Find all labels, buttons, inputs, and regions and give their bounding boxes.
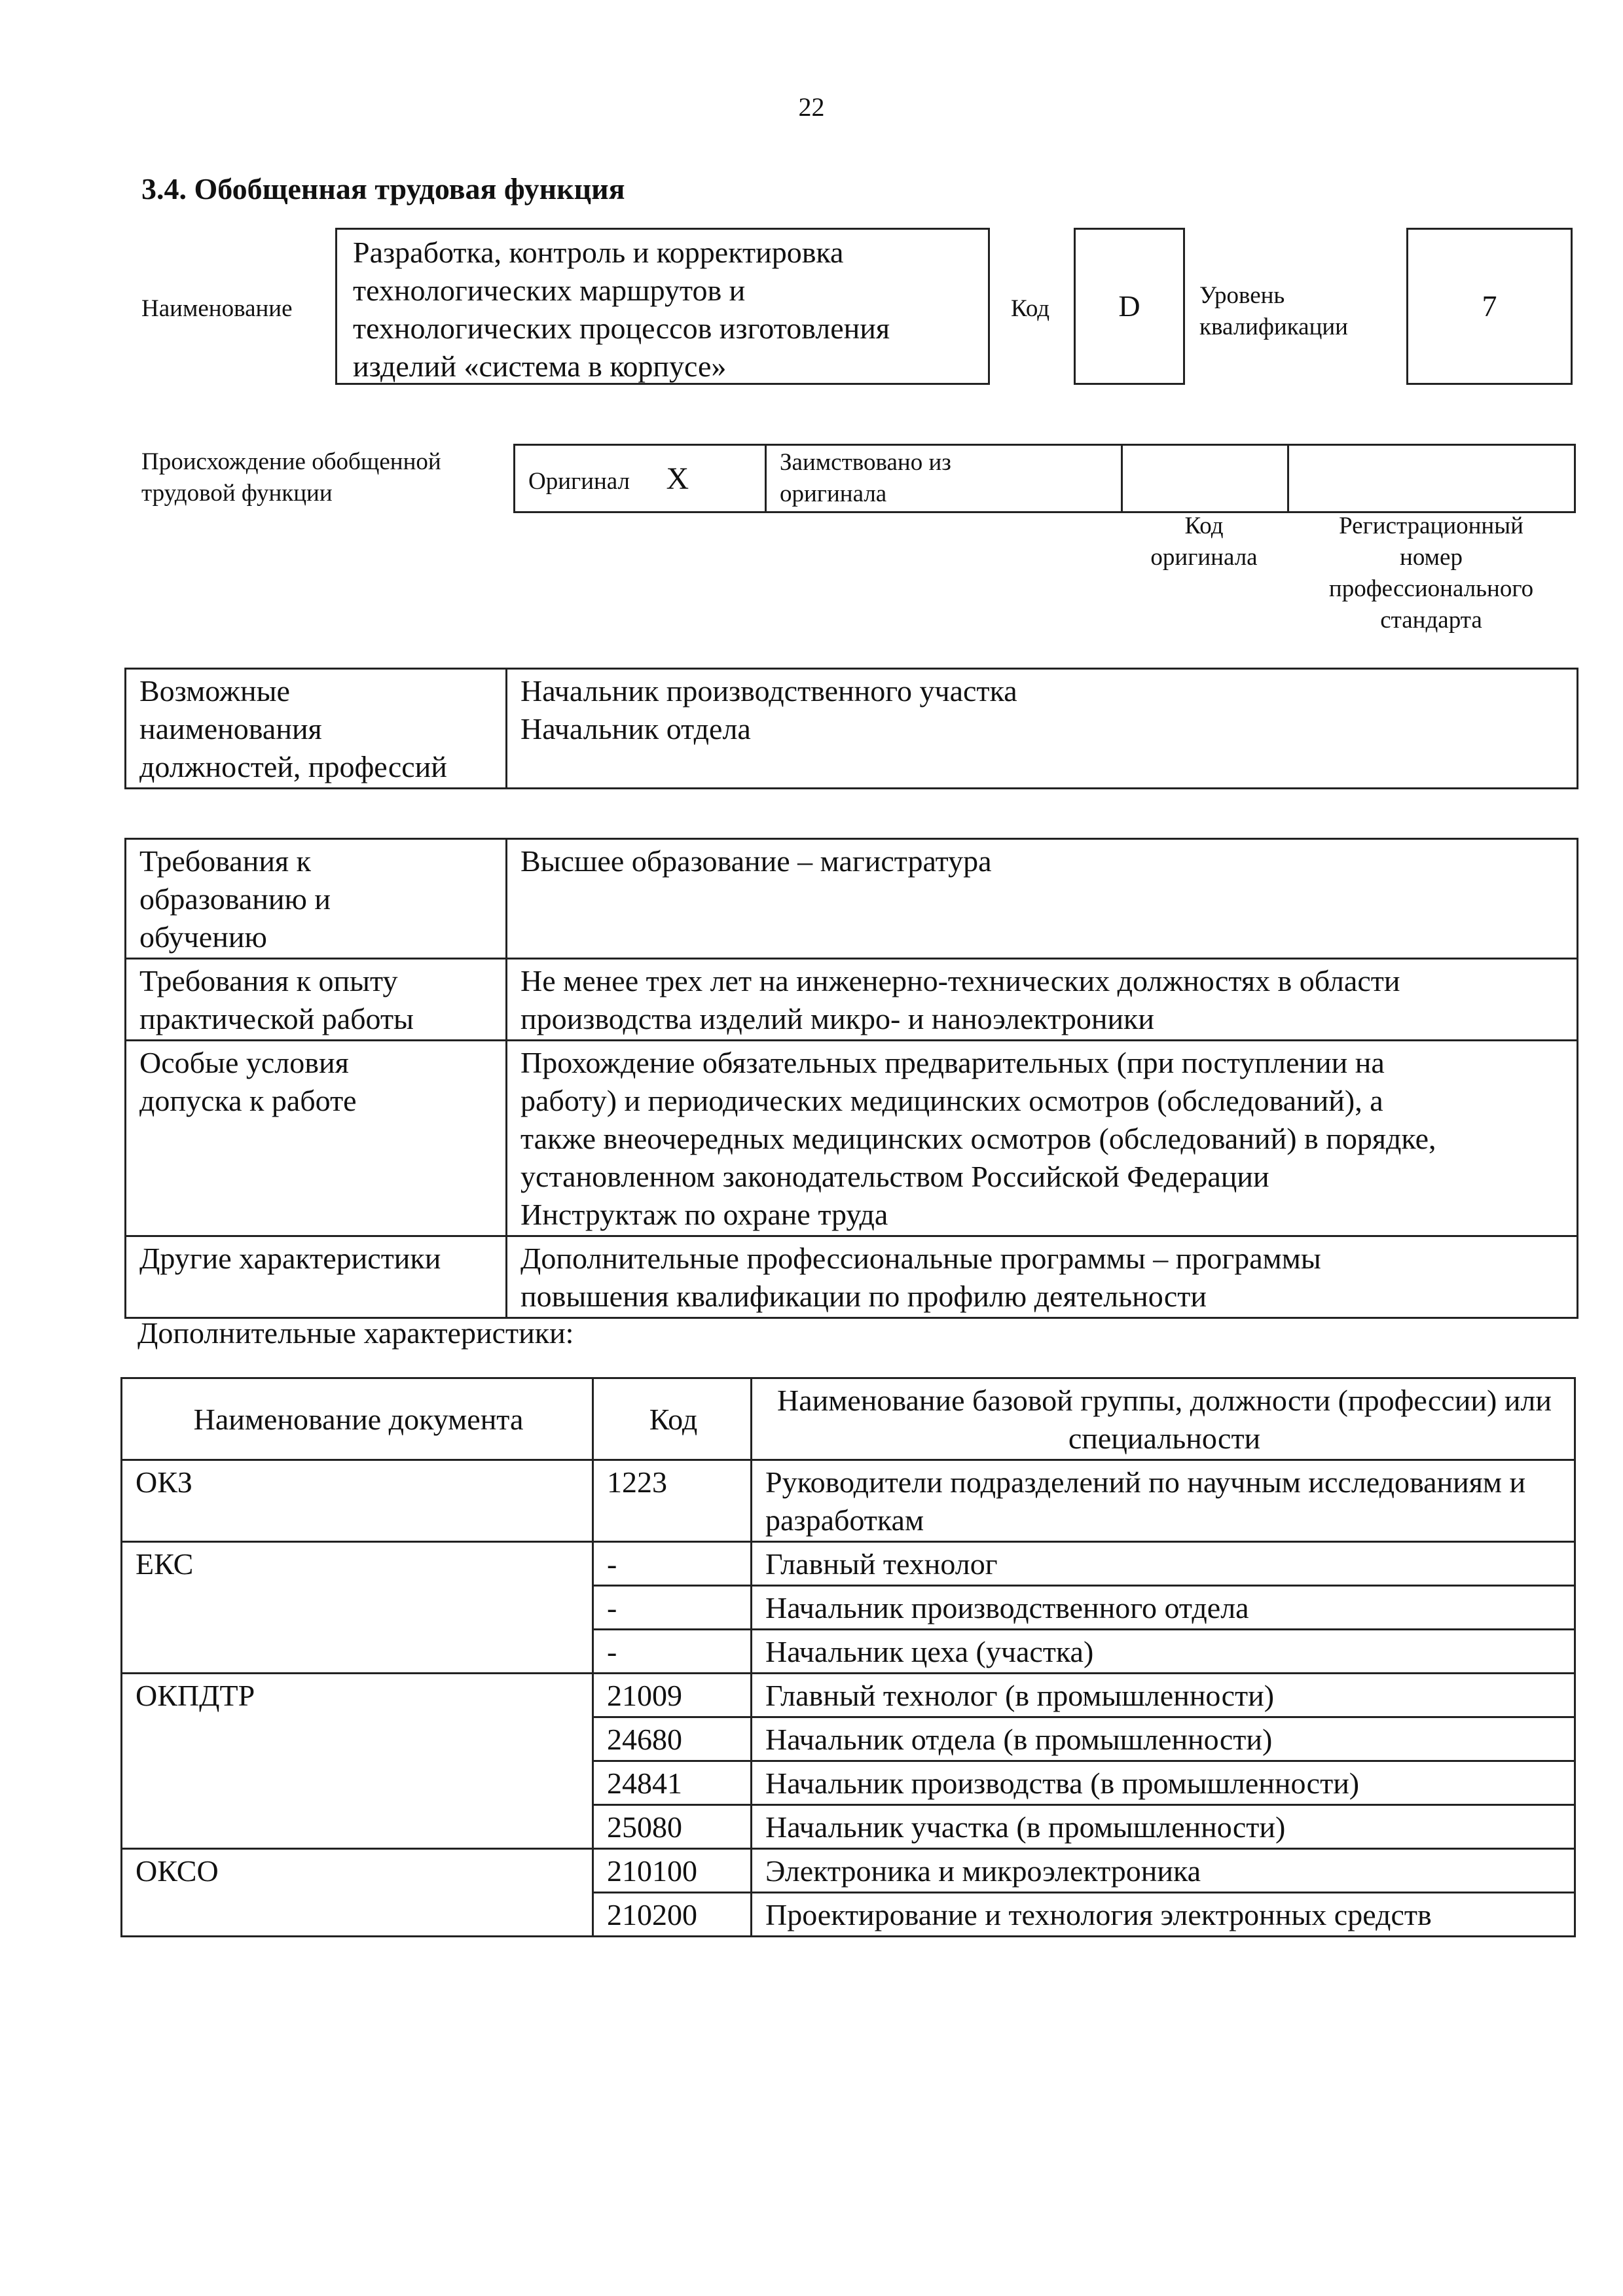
origin-label: [141, 446, 441, 509]
additional-title: Дополнительные характеристики:: [137, 1316, 574, 1350]
name-cell: Проектирование и технология электронных средств: [752, 1893, 1575, 1937]
code-cell: 210100: [593, 1849, 752, 1893]
requirement-row: [126, 1236, 1578, 1318]
borrowed-label-line: оригинала: [780, 480, 887, 507]
code-value: D: [1118, 289, 1140, 323]
code-original-caption: [1121, 511, 1287, 573]
code-cell: 21009: [593, 1674, 752, 1717]
requirement-label: [126, 959, 507, 1041]
original-cell: [515, 445, 766, 512]
origin-label-line: Происхождение обобщенной: [141, 448, 441, 475]
caption-line: номер: [1400, 544, 1463, 571]
requirement-row: [126, 839, 1578, 959]
name-cell: Электроника и микроэлектроника: [752, 1849, 1575, 1893]
code-cell: 25080: [593, 1805, 752, 1849]
name-cell: Начальник производства (в промышленности): [752, 1761, 1575, 1805]
requirement-row: [126, 959, 1578, 1041]
caption-line: оригинала: [1150, 544, 1258, 571]
level-label: [1199, 280, 1348, 343]
origin-label-line: трудовой функции: [141, 480, 333, 507]
table-row: [122, 1542, 1575, 1586]
original-mark: X: [666, 461, 689, 496]
function-name-line: Разработка, контроль и корректировка: [353, 236, 844, 269]
name-cell: Главный технолог (в промышленности): [752, 1674, 1575, 1717]
table-row: [122, 1849, 1575, 1893]
level-box: [1406, 228, 1573, 385]
caption-line: Код: [1184, 512, 1224, 539]
requirement-value-line: Инструктаж по охране труда: [520, 1198, 888, 1231]
requirement-value-line: работу) и периодических медицинских осмотров (обследований), а: [520, 1084, 1383, 1117]
requirements-table: [124, 838, 1578, 1319]
requirement-value-line: Высшее образование – магистратура: [520, 844, 992, 878]
requirement-label-line: Особые условия: [139, 1046, 349, 1079]
requirement-value: [507, 1041, 1578, 1236]
requirement-label: [126, 1236, 507, 1318]
level-label-line: квалификации: [1199, 314, 1348, 340]
requirement-label-line: допуска к работе: [139, 1084, 357, 1117]
doc-cell: ОКСО: [122, 1849, 593, 1937]
name-cell: Главный технолог: [752, 1542, 1575, 1586]
requirement-label-line: обучению: [139, 920, 267, 954]
positions-table: [124, 668, 1578, 789]
name-cell: Начальник цеха (участка): [752, 1630, 1575, 1674]
function-name-line: изделий «система в корпусе»: [353, 350, 727, 383]
original-code-cell: [1122, 445, 1288, 512]
original-label: Оригинал: [528, 468, 630, 495]
requirement-label-line: образованию и: [139, 882, 331, 916]
name-cell: Начальник производственного отдела: [752, 1586, 1575, 1630]
requirement-value-line: производства изделий микро- и наноэлектроники: [520, 1002, 1155, 1035]
requirement-label-line: Требования к опыту: [139, 964, 398, 997]
level-value: 7: [1482, 289, 1497, 323]
requirement-value-line: установленном законодательством Российской Федерации: [520, 1160, 1269, 1193]
name-cell: Начальник участка (в промышленности): [752, 1805, 1575, 1849]
function-name-line: технологических маршрутов и: [353, 274, 746, 307]
requirement-value-line: повышения квалификации по профилю деятельности: [520, 1280, 1207, 1313]
requirement-label: [126, 839, 507, 959]
requirement-value-line: Прохождение обязательных предварительных (при поступлении на: [520, 1046, 1385, 1079]
section-title: 3.4. Обобщенная трудовая функция: [141, 172, 625, 206]
requirement-value-line: Дополнительные профессиональные программы – программы: [520, 1242, 1321, 1275]
positions-values: [507, 669, 1578, 789]
code-cell: 1223: [593, 1460, 752, 1542]
origin-table: [513, 444, 1576, 513]
requirement-value-line: также внеочередных медицинских осмотров (обследований) в порядке,: [520, 1122, 1436, 1155]
doc-cell: ЕКС: [122, 1542, 593, 1674]
additional-table: [120, 1377, 1576, 1937]
position-item: Начальник отдела: [520, 712, 751, 745]
requirement-value-line: Не менее трех лет на инженерно-технических должностях в области: [520, 964, 1400, 997]
requirement-value: [507, 1236, 1578, 1318]
code-label: Код: [1011, 295, 1050, 322]
code-cell: -: [593, 1586, 752, 1630]
requirement-label-line: практической работы: [139, 1002, 414, 1035]
code-cell: -: [593, 1630, 752, 1674]
doc-cell: ОКЗ: [122, 1460, 593, 1542]
positions-label-line: наименования: [139, 712, 322, 745]
code-cell: -: [593, 1542, 752, 1586]
header-doc: Наименование документа: [122, 1378, 593, 1460]
doc-cell: ОКПДТР: [122, 1674, 593, 1849]
caption-line: Регистрационный: [1339, 512, 1523, 539]
header-code: Код: [593, 1378, 752, 1460]
function-name-line: технологических процессов изготовления: [353, 312, 890, 345]
borrowed-label-line: Заимствовано из: [780, 449, 951, 476]
requirement-label-line: Другие характеристики: [139, 1242, 441, 1275]
positions-label-line: Возможные: [139, 674, 290, 708]
table-row: [122, 1460, 1575, 1542]
caption-line: стандарта: [1380, 607, 1482, 634]
borrowed-cell: [766, 445, 1122, 512]
code-box: [1074, 228, 1185, 385]
reg-number-cell: [1288, 445, 1575, 512]
position-item: Начальник производственного участка: [520, 674, 1017, 708]
requirement-row: [126, 1041, 1578, 1236]
page-number: 22: [798, 92, 825, 122]
level-label-line: Уровень: [1199, 282, 1285, 309]
function-name-box: [335, 228, 990, 385]
code-cell: 24841: [593, 1761, 752, 1805]
requirement-value: [507, 839, 1578, 959]
caption-line: профессионального: [1328, 575, 1534, 602]
code-cell: 24680: [593, 1717, 752, 1761]
positions-label-line: должностей, профессий: [139, 750, 447, 783]
requirement-value: [507, 959, 1578, 1041]
requirement-label-line: Требования к: [139, 844, 311, 878]
requirement-label: [126, 1041, 507, 1236]
name-cell: Начальник отдела (в промышленности): [752, 1717, 1575, 1761]
name-cell: Руководители подразделений по научным исследованиям и разработкам: [752, 1460, 1575, 1542]
header-name: Наименование базовой группы, должности (профессии) или специальности: [752, 1378, 1575, 1460]
reg-number-caption: [1287, 511, 1575, 636]
code-cell: 210200: [593, 1893, 752, 1937]
positions-label: [126, 669, 507, 789]
name-label: Наименование: [141, 295, 293, 322]
table-row: [122, 1674, 1575, 1717]
